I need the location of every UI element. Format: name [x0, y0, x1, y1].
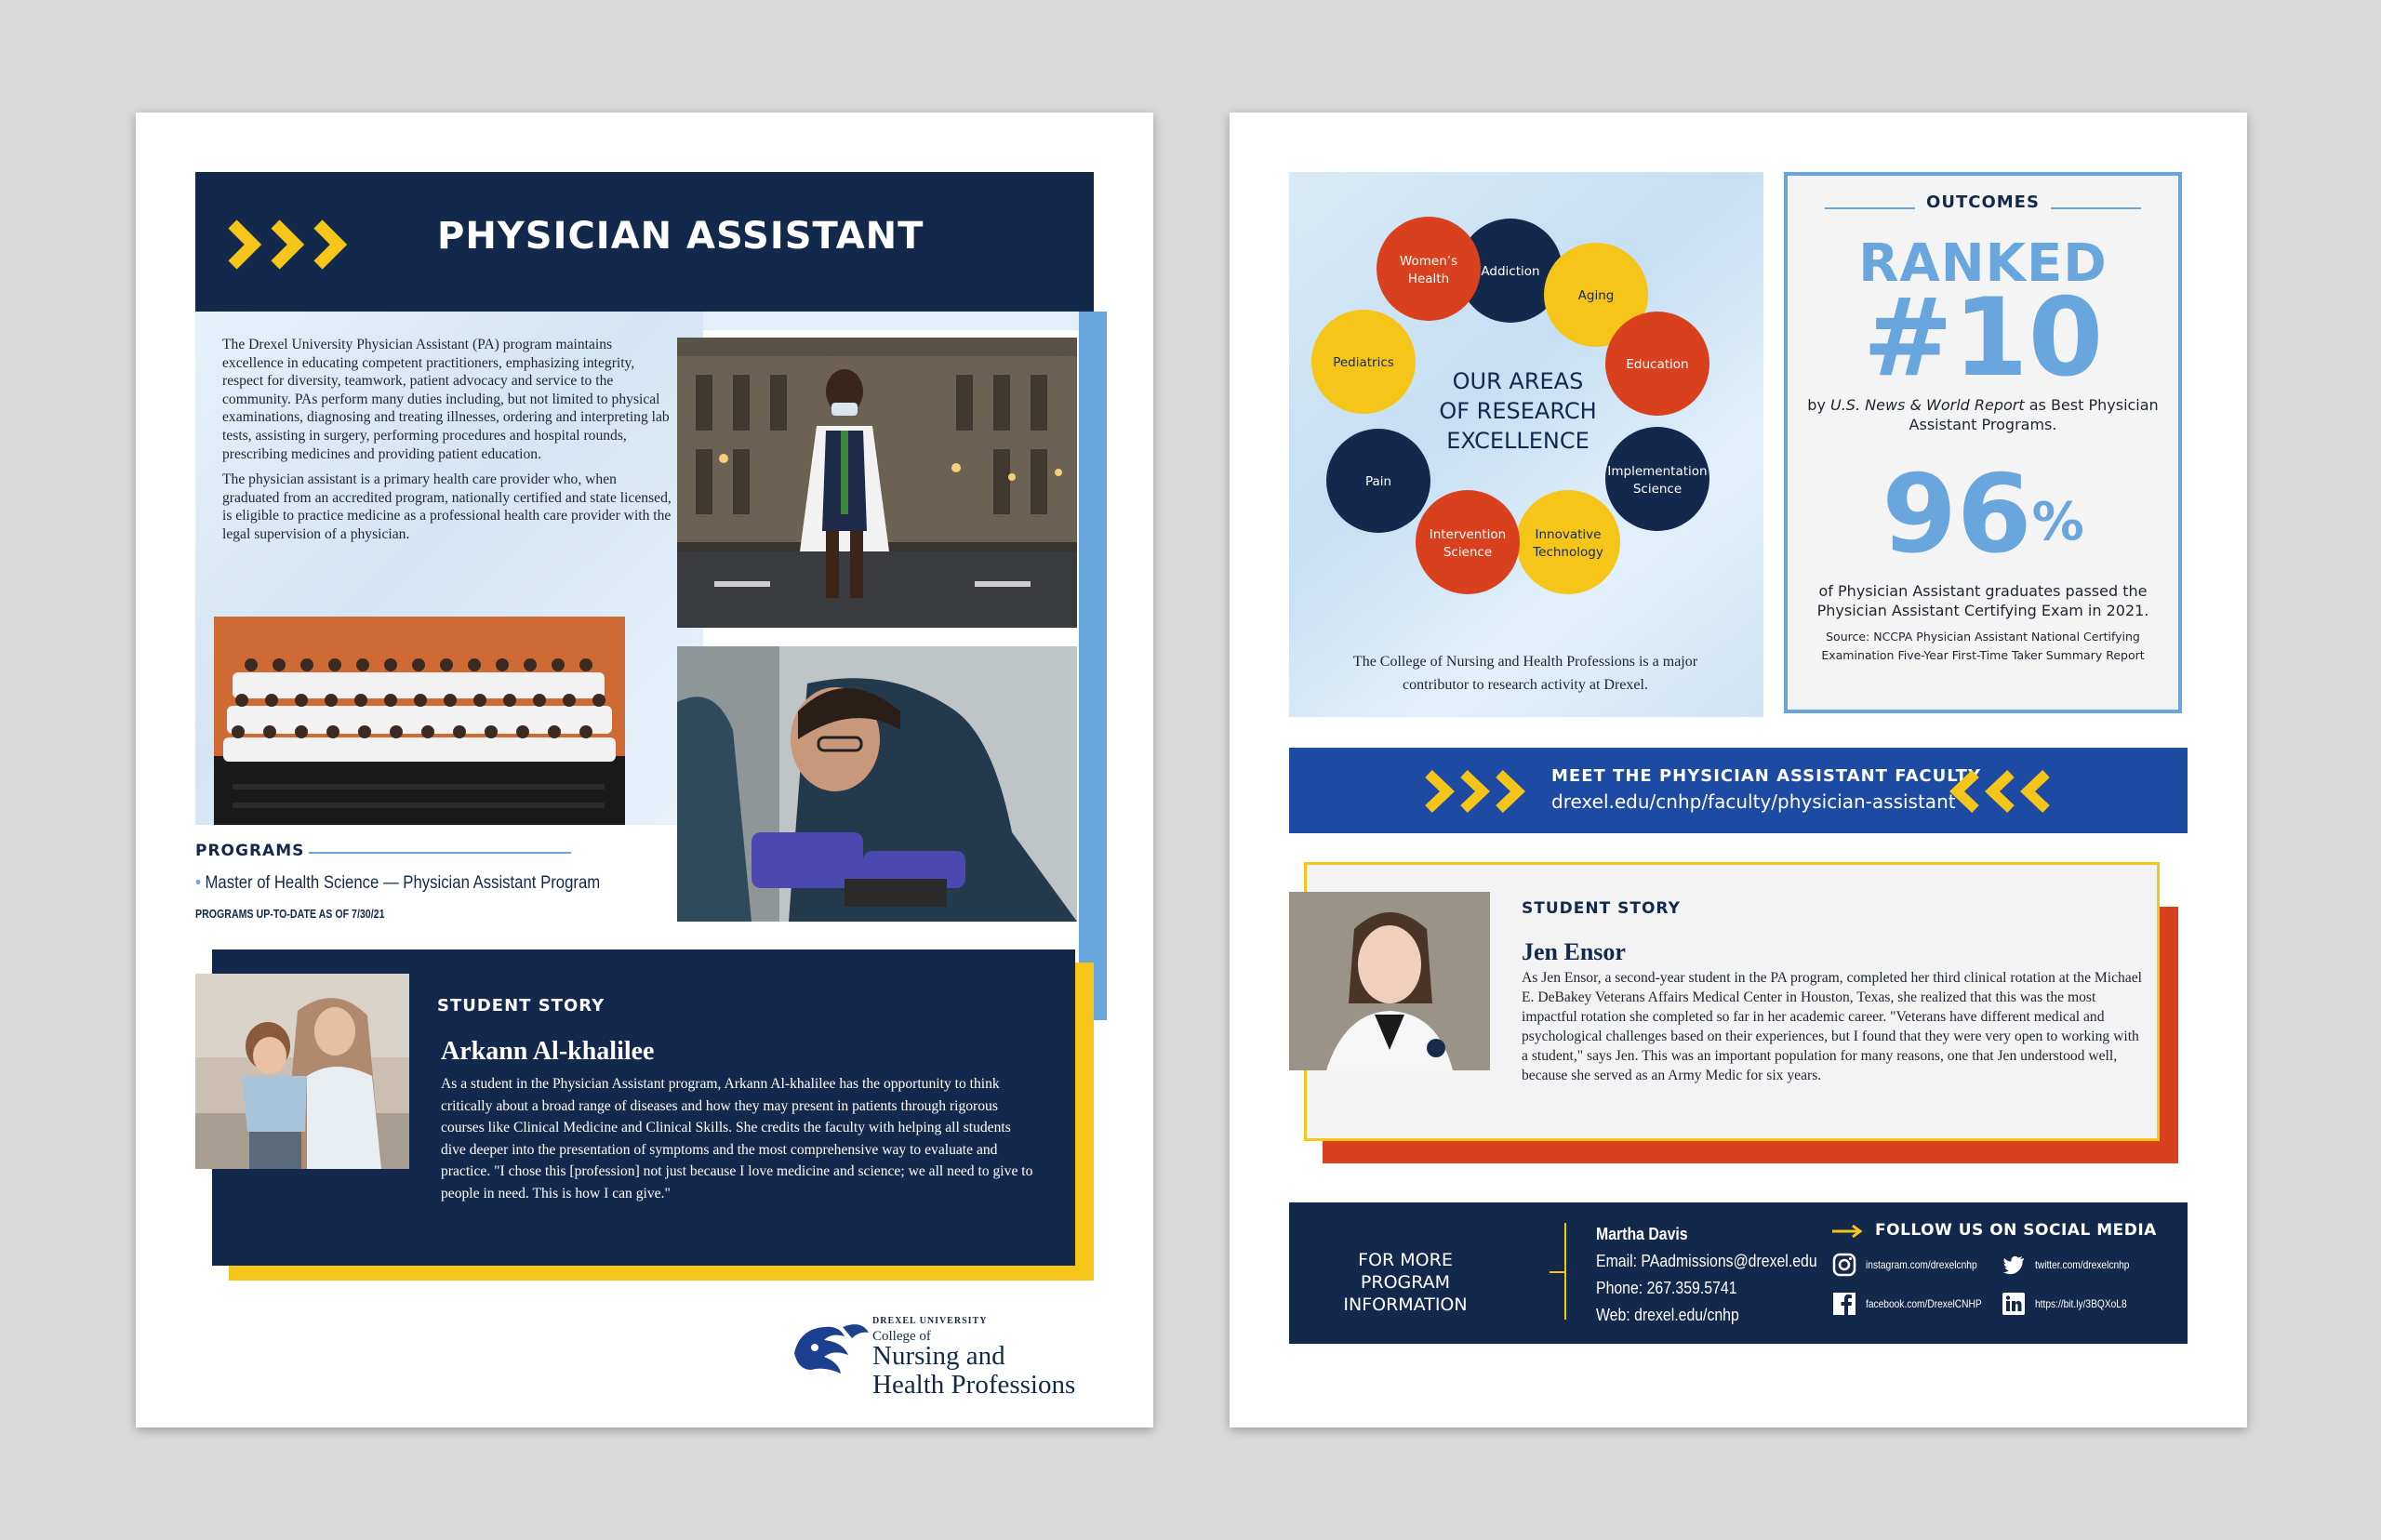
research-area-label: Addiction: [1481, 264, 1540, 279]
contact-web[interactable]: Web: drexel.edu/cnhp: [1596, 1306, 1739, 1324]
percent-sign: %: [2031, 492, 2084, 552]
rank-description: [1806, 395, 2160, 434]
research-area-label: Implementation: [1607, 464, 1708, 479]
faculty-title: MEET THE PHYSICIAN ASSISTANT FACULTY: [1551, 766, 1981, 786]
brochure-page-right: [1230, 113, 2247, 1427]
photo-arkann: [195, 974, 409, 1169]
instagram-link[interactable]: instagram.com/drexelcnhp: [1866, 1258, 1977, 1271]
lab-image: [677, 646, 1077, 922]
contact-name: Martha Davis: [1596, 1225, 1688, 1243]
ranked-label: RANKED: [1858, 233, 2108, 294]
photo-class-group: [214, 617, 625, 825]
research-area-label: Aging: [1577, 288, 1615, 303]
pass-rate-value: 96: [1882, 452, 2032, 578]
research-area-label: Women’s: [1399, 254, 1458, 269]
intro-background-strip: [703, 312, 1094, 330]
logo-nursing: Nursing and: [872, 1341, 1005, 1371]
page-title: PHYSICIAN ASSISTANT: [437, 215, 924, 258]
brochure-page-left: [136, 113, 1153, 1427]
outcomes-kicker-label: OUTCOMES: [1915, 192, 2051, 212]
program-item: [195, 873, 600, 894]
research-title-3: EXCELLENCE: [1446, 428, 1590, 454]
linkedin-link[interactable]: https://bit.ly/3BQXoL8: [2035, 1297, 2127, 1310]
student-name-right: Jen Ensor: [1522, 938, 1626, 965]
contact-email[interactable]: Email: PAadmissions@drexel.edu: [1596, 1252, 1817, 1270]
research-area-circle: [1377, 217, 1481, 321]
student-story-kicker-right: STUDENT STORY: [1522, 899, 1681, 918]
photo-student-lab: [677, 646, 1077, 922]
student-story-kicker: STUDENT STORY: [437, 996, 605, 1016]
accent-strip: [1079, 312, 1107, 1020]
contact-phone[interactable]: Phone: 267.359.5741: [1596, 1279, 1737, 1297]
twitter-link[interactable]: twitter.com/drexelcnhp: [2035, 1258, 2130, 1271]
pass-rate: [1788, 452, 2178, 578]
contact-band: [1289, 1202, 2188, 1344]
arkann-image: [195, 974, 409, 1169]
research-area-circle: [1605, 427, 1709, 531]
drexel-cnhp-logo: [787, 1303, 1103, 1405]
photo-student-city-hall: [677, 338, 1077, 628]
twitter-icon[interactable]: [2002, 1253, 2026, 1277]
programs-label: PROGRAMS: [195, 842, 305, 860]
program-item-label: Master of Health Science — Physician Assistant Program: [205, 873, 601, 893]
chevrons-icon: [227, 219, 366, 271]
rank-number: #10: [1862, 275, 2104, 401]
intro-text: [222, 336, 673, 551]
contact-heading-2: INFORMATION: [1343, 1294, 1468, 1315]
student-story-text-right: As Jen Ensor, a second-year student in the PA program, completed her third clinical rotation at the Michael E. DeBakey Veterans Affairs Medical Center in Houston, Texas, she realized that this was the most impactful rotation she completed so far in her academic career. "Veterans have different medical and psychological challenges based on their experiences, but I found that they were very open to working with a student," says Jen. This was an important population for many reasons, one that Jen understood well, because she served as an Army Medic for six years.: [1522, 970, 2142, 1083]
programs-note: PROGRAMS UP-TO-DATE AS OF 7/30/21: [195, 908, 385, 921]
contact-heading-1: FOR MORE PROGRAM: [1358, 1250, 1453, 1293]
contact-heading: [1326, 1249, 1484, 1316]
research-note: The College of Nursing and Health Professions is a major contributor to research activity at Drexel.: [1352, 654, 1698, 693]
research-title-2: OF RESEARCH: [1439, 398, 1597, 424]
follow-heading: FOLLOW US ON SOCIAL MEDIA: [1875, 1221, 2157, 1240]
logo-university: DREXEL UNIVERSITY: [872, 1316, 988, 1326]
contact-details: [1596, 1221, 1817, 1329]
contact-divider: [1564, 1223, 1566, 1320]
research-area-label: Intervention: [1429, 527, 1507, 542]
facebook-link[interactable]: facebook.com/DrexelCNHP: [1866, 1297, 1982, 1310]
research-title-1: OUR AREAS: [1452, 368, 1584, 394]
dragon-icon: [787, 1314, 872, 1375]
faculty-band: [1289, 748, 2188, 833]
jen-ensor-image: [1289, 892, 1490, 1070]
research-area-label: Technology: [1533, 545, 1603, 560]
research-area-label: Science: [1443, 545, 1493, 560]
instagram-icon[interactable]: [1832, 1253, 1856, 1277]
research-area-label: Education: [1626, 357, 1689, 372]
linkedin-icon[interactable]: [2002, 1292, 2026, 1316]
student-name: Arkann Al-khalilee: [441, 1037, 655, 1066]
city-hall-image: [677, 338, 1077, 628]
research-area-label: Pediatrics: [1333, 355, 1394, 370]
research-areas-diagram: [1289, 172, 1763, 656]
intro-paragraph-1: The Drexel University Physician Assistant (PA) program maintains excellence in educating competent practitioners, emphasizing integrity, respect for diversity, teamwork, patient advocacy and service to the community. PAs perform many duties including, but not limited to physical examinations, diagnosing and treating illnesses, ordering and interpreting lab tests, assisting in surgery, performing procedures and hospital rounds, prescribing medicines and providing patient education.: [222, 337, 670, 462]
outcomes-kicker: [1788, 192, 2178, 212]
research-area-circle: [1516, 490, 1620, 594]
chevrons-right-icon: [1423, 768, 1535, 815]
arrow-right-icon: [1832, 1225, 1866, 1238]
research-area-label: Pain: [1364, 474, 1392, 489]
chevrons-left-icon: [1944, 768, 2055, 815]
research-area-label: Innovative: [1535, 527, 1602, 542]
header-band: [195, 172, 1094, 312]
intro-paragraph-2: The physician assistant is a primary health care provider who, when graduated from an accredited program, nationally certified and state licensed, is eligible to practice medicine as a professional health care provider with the legal supervision of a physician.: [222, 471, 672, 542]
source-note: Source: NCCPA Physician Assistant National Certifying Examination Five-Year First-Time Taker Summary Report: [1821, 630, 2145, 662]
student-story-text: As a student in the Physician Assistant program, Arkann Al-khalilee has the opportunity to think critically about a broad range of diseases and how they may present in patients through rigorous courses like Clinical Medicine and Clinical Skills. She credits the faculty with helping all students dive deeper into the presentation of symptoms and the most comprehensive way to evaluate and practice. "I chose this [profession] not just because I love medicine and science; we all need to give to people in need. This is how I can give.": [441, 1076, 1033, 1201]
class-group-image: [214, 617, 625, 825]
research-area-label: Health: [1407, 272, 1450, 286]
logo-college-of: College of: [872, 1329, 931, 1344]
faculty-link[interactable]: drexel.edu/cnhp/faculty/physician-assistant: [1551, 790, 1956, 813]
photo-jen-ensor: [1289, 892, 1490, 1070]
outcomes-panel: [1784, 172, 2182, 713]
logo-health: Health Professions: [872, 1370, 1076, 1400]
research-area-label: Science: [1632, 482, 1683, 497]
pass-rate-description: of Physician Assistant graduates passed the Physician Assistant Certifying Exam in 2021.: [1816, 582, 2149, 619]
rank-text-pre: by: [1807, 396, 1830, 414]
rank-text-post: as Best Physician Assistant Programs.: [1909, 396, 2159, 433]
bullet-icon: •: [195, 873, 201, 893]
facebook-icon[interactable]: [1832, 1292, 1856, 1316]
rank-publication: U.S. News & World Report: [1830, 396, 2025, 414]
research-area-circle: [1416, 490, 1520, 594]
programs-divider: [309, 852, 571, 854]
